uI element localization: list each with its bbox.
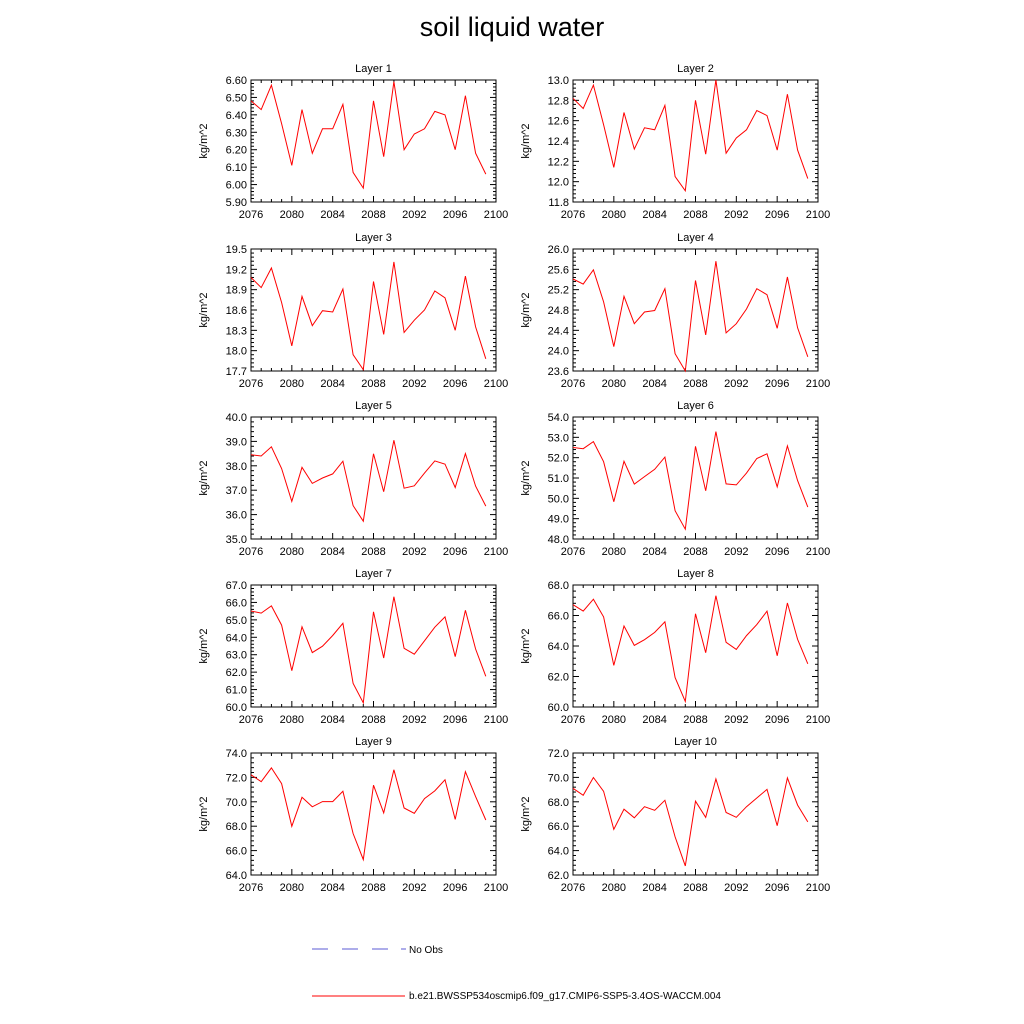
y-tick-label: 49.0 <box>547 513 569 526</box>
y-tick-label: 25.2 <box>547 284 569 297</box>
panel-title: Layer 2 <box>677 63 714 75</box>
legend-series-label: b.e21.BWSSP534oscmip6.f09_g17.CMIP6-SSP5-3.4OS-WACCM.004 <box>409 991 721 1002</box>
x-tick-label: 2084 <box>320 209 345 221</box>
y-tick-label: 52.0 <box>547 452 569 465</box>
y-tick-label: 62.0 <box>547 671 569 684</box>
x-tick-label: 2088 <box>683 546 708 558</box>
y-axis-label: kg/m^2 <box>520 123 532 159</box>
x-tick-label: 2096 <box>764 714 790 726</box>
y-tick-label: 24.8 <box>547 305 569 317</box>
x-tick-label: 2076 <box>238 882 264 894</box>
x-tick-label: 2084 <box>320 378 345 390</box>
x-tick-label: 2088 <box>361 209 386 221</box>
y-tick-label: 13.0 <box>547 75 569 87</box>
x-tick-label: 2076 <box>238 714 264 726</box>
x-tick-label: 2092 <box>724 209 749 221</box>
panel-title: Layer 10 <box>674 736 717 748</box>
x-tick-label: 2088 <box>361 882 386 894</box>
plot-frame <box>251 417 496 539</box>
panel-title: Layer 5 <box>355 400 392 412</box>
x-tick-label: 2092 <box>724 882 749 894</box>
x-tick-label: 2092 <box>724 378 749 390</box>
y-tick-label: 18.6 <box>225 305 247 317</box>
x-tick-label: 2080 <box>279 209 305 221</box>
y-tick-label: 62.0 <box>547 870 569 882</box>
y-tick-label: 18.3 <box>225 325 247 338</box>
x-tick-label: 2100 <box>483 378 509 390</box>
x-tick-label: 2088 <box>683 209 708 221</box>
x-tick-label: 2092 <box>402 882 427 894</box>
x-tick-label: 2084 <box>320 714 345 726</box>
x-tick-label: 2100 <box>483 882 509 894</box>
panel-layer-2 <box>520 63 830 221</box>
y-tick-label: 24.4 <box>547 325 569 338</box>
x-tick-label: 2080 <box>601 714 627 726</box>
y-tick-label: 51.0 <box>547 473 569 485</box>
x-tick-label: 2100 <box>483 714 509 726</box>
plot-frame <box>573 80 818 202</box>
x-tick-label: 2088 <box>683 378 708 390</box>
y-tick-label: 66.0 <box>547 821 569 834</box>
y-tick-label: 62.0 <box>225 667 247 680</box>
y-tick-label: 50.0 <box>547 493 569 506</box>
panel-title: Layer 7 <box>355 568 392 580</box>
x-tick-label: 2092 <box>402 378 427 390</box>
x-tick-label: 2100 <box>483 546 509 558</box>
x-tick-label: 2080 <box>279 378 305 390</box>
x-tick-label: 2092 <box>724 546 749 558</box>
y-tick-label: 54.0 <box>547 412 569 424</box>
x-tick-label: 2100 <box>805 378 831 390</box>
panel-title: Layer 3 <box>355 232 392 244</box>
x-tick-label: 2084 <box>642 546 667 558</box>
series-line <box>251 440 486 521</box>
panel-title: Layer 8 <box>677 568 714 580</box>
y-tick-label: 66.0 <box>547 610 569 623</box>
y-tick-label: 60.0 <box>547 702 569 714</box>
x-tick-label: 2088 <box>683 714 708 726</box>
panel-layer-6 <box>520 400 830 558</box>
series-line <box>251 597 486 703</box>
panel-layer-3 <box>198 232 508 390</box>
series-line <box>573 432 808 530</box>
y-tick-label: 70.0 <box>547 772 569 785</box>
y-tick-label: 68.0 <box>225 821 247 834</box>
x-tick-label: 2080 <box>279 546 305 558</box>
y-tick-label: 12.4 <box>547 136 569 148</box>
x-tick-label: 2096 <box>764 546 790 558</box>
x-tick-label: 2096 <box>442 546 468 558</box>
y-tick-label: 67.0 <box>225 580 247 592</box>
y-tick-label: 18.9 <box>225 284 247 297</box>
panel-layer-1 <box>198 63 508 221</box>
x-tick-label: 2080 <box>601 378 627 390</box>
x-tick-label: 2084 <box>642 209 667 221</box>
x-tick-label: 2100 <box>483 209 509 221</box>
y-axis-label: kg/m^2 <box>520 628 532 664</box>
series-line <box>573 80 808 191</box>
x-tick-label: 2080 <box>601 546 627 558</box>
y-tick-label: 12.8 <box>547 95 569 108</box>
y-tick-label: 25.6 <box>547 264 569 277</box>
x-tick-label: 2088 <box>361 378 386 390</box>
y-tick-label: 6.50 <box>225 92 247 105</box>
x-tick-label: 2076 <box>238 378 264 390</box>
y-axis-label: kg/m^2 <box>520 460 532 496</box>
y-tick-label: 6.10 <box>225 162 247 175</box>
series-line <box>573 596 808 702</box>
x-tick-label: 2100 <box>805 546 831 558</box>
series-line <box>251 262 486 370</box>
y-tick-label: 63.0 <box>225 649 247 662</box>
chart-title: soil liquid water <box>419 12 605 42</box>
y-tick-label: 72.0 <box>547 748 569 760</box>
panel-title: Layer 6 <box>677 400 714 412</box>
y-tick-label: 36.0 <box>225 509 247 522</box>
x-tick-label: 2096 <box>764 378 790 390</box>
y-tick-label: 65.0 <box>225 614 247 627</box>
y-tick-label: 35.0 <box>225 534 247 546</box>
y-tick-label: 40.0 <box>225 412 247 424</box>
y-tick-label: 70.0 <box>225 796 247 809</box>
x-tick-label: 2084 <box>320 546 345 558</box>
x-tick-label: 2080 <box>279 714 305 726</box>
y-axis-label: kg/m^2 <box>198 123 210 159</box>
x-tick-label: 2096 <box>764 882 790 894</box>
y-tick-label: 5.90 <box>225 197 247 209</box>
y-tick-label: 74.0 <box>225 748 247 760</box>
y-tick-label: 17.7 <box>225 366 247 378</box>
x-tick-label: 2100 <box>805 882 831 894</box>
y-tick-label: 66.0 <box>225 597 247 610</box>
y-tick-label: 64.0 <box>547 845 569 858</box>
x-tick-label: 2092 <box>402 546 427 558</box>
y-tick-label: 64.0 <box>225 870 247 882</box>
y-tick-label: 68.0 <box>547 580 569 592</box>
series-line <box>251 768 486 860</box>
series-line <box>251 82 486 188</box>
y-tick-label: 12.6 <box>547 115 569 128</box>
x-tick-label: 2084 <box>642 882 667 894</box>
panel-title: Layer 4 <box>677 232 714 244</box>
plot-frame <box>251 80 496 202</box>
x-tick-label: 2080 <box>279 882 305 894</box>
x-tick-label: 2088 <box>683 882 708 894</box>
y-tick-label: 64.0 <box>225 632 247 645</box>
panel-title: Layer 9 <box>355 736 392 748</box>
y-tick-label: 18.0 <box>225 345 247 358</box>
y-tick-label: 6.60 <box>225 75 247 87</box>
panel-layer-8 <box>520 568 830 726</box>
y-tick-label: 19.5 <box>225 244 247 256</box>
x-tick-label: 2084 <box>642 714 667 726</box>
panel-title: Layer 1 <box>355 63 392 75</box>
series-line <box>573 261 808 371</box>
x-tick-label: 2076 <box>560 714 586 726</box>
plot-frame <box>251 585 496 707</box>
panel-layer-5 <box>198 400 508 558</box>
y-tick-label: 61.0 <box>225 684 247 697</box>
y-tick-label: 26.0 <box>547 244 569 256</box>
x-tick-label: 2096 <box>442 378 468 390</box>
legend-no-obs-label: No Obs <box>409 945 443 956</box>
y-axis-label: kg/m^2 <box>198 796 210 832</box>
y-tick-label: 66.0 <box>225 845 247 858</box>
x-tick-label: 2092 <box>724 714 749 726</box>
panel-layer-4 <box>520 232 830 390</box>
y-tick-label: 23.6 <box>547 366 569 378</box>
y-tick-label: 37.0 <box>225 485 247 498</box>
y-tick-label: 11.8 <box>548 197 569 209</box>
x-tick-label: 2080 <box>601 882 627 894</box>
y-axis-label: kg/m^2 <box>198 292 210 328</box>
y-axis-label: kg/m^2 <box>520 292 532 328</box>
series-line <box>573 778 808 866</box>
y-tick-label: 24.0 <box>547 345 569 358</box>
y-axis-label: kg/m^2 <box>198 628 210 664</box>
x-tick-label: 2096 <box>442 209 468 221</box>
x-tick-label: 2076 <box>238 546 264 558</box>
x-tick-label: 2076 <box>560 378 586 390</box>
y-axis-label: kg/m^2 <box>520 796 532 832</box>
y-tick-label: 19.2 <box>225 264 247 277</box>
x-tick-label: 2100 <box>805 209 831 221</box>
y-tick-label: 6.30 <box>225 127 247 140</box>
y-tick-label: 38.0 <box>225 460 247 473</box>
panel-layer-9 <box>198 736 508 894</box>
plot-frame <box>251 753 496 875</box>
y-tick-label: 6.20 <box>225 144 247 157</box>
x-tick-label: 2076 <box>238 209 264 221</box>
y-tick-label: 6.40 <box>225 109 247 122</box>
y-tick-label: 68.0 <box>547 796 569 809</box>
panel-layer-10 <box>520 736 830 894</box>
x-tick-label: 2092 <box>402 209 427 221</box>
x-tick-label: 2084 <box>320 882 345 894</box>
y-tick-label: 60.0 <box>225 702 247 714</box>
y-tick-label: 72.0 <box>225 772 247 785</box>
x-tick-label: 2080 <box>601 209 627 221</box>
x-tick-label: 2088 <box>361 714 386 726</box>
y-tick-label: 64.0 <box>547 641 569 653</box>
plot-frame <box>573 417 818 539</box>
y-tick-label: 53.0 <box>547 432 569 445</box>
x-tick-label: 2076 <box>560 209 586 221</box>
x-tick-label: 2096 <box>442 882 468 894</box>
y-tick-label: 12.2 <box>547 156 569 169</box>
x-tick-label: 2092 <box>402 714 427 726</box>
x-tick-label: 2076 <box>560 546 586 558</box>
x-tick-label: 2076 <box>560 882 586 894</box>
y-tick-label: 39.0 <box>225 436 247 449</box>
y-tick-label: 12.0 <box>547 176 569 189</box>
x-tick-label: 2100 <box>805 714 831 726</box>
x-tick-label: 2096 <box>442 714 468 726</box>
panel-layer-7 <box>198 568 508 726</box>
x-tick-label: 2088 <box>361 546 386 558</box>
x-tick-label: 2084 <box>642 378 667 390</box>
x-tick-label: 2096 <box>764 209 790 221</box>
y-tick-label: 48.0 <box>547 534 569 546</box>
y-tick-label: 6.00 <box>225 179 247 192</box>
y-axis-label: kg/m^2 <box>198 460 210 496</box>
